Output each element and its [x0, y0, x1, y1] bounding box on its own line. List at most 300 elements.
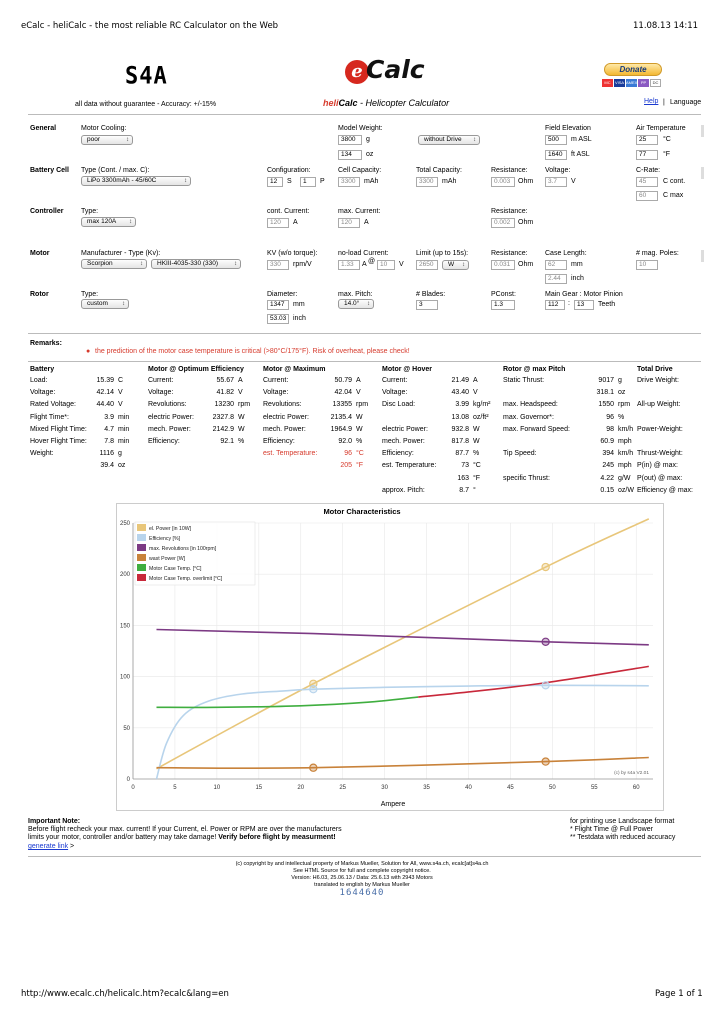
- result-value: 318.1: [596, 389, 614, 397]
- x-tick-label: 5: [173, 785, 177, 791]
- x-tick-label: 0: [131, 785, 135, 791]
- motor-type-select[interactable]: HKIII-4035-330 (330) ↕: [151, 259, 241, 269]
- section-battery-title: Battery Cell: [30, 167, 69, 174]
- result-unit: %: [356, 438, 363, 445]
- case-length-mm-input[interactable]: 62: [545, 260, 567, 270]
- result-label: Disc Load:: [382, 401, 416, 409]
- result-value: 0.15: [600, 486, 614, 494]
- x-tick-label: 60: [632, 785, 640, 791]
- result-value: 60.9: [600, 438, 614, 445]
- limit-unit-select[interactable]: W ↕: [442, 260, 469, 270]
- kv-unit: rpm/V: [293, 261, 312, 268]
- main-gear-input[interactable]: 112: [545, 300, 565, 310]
- series-marker: [542, 758, 549, 765]
- controller-type-label: Type:: [81, 208, 99, 215]
- series-marker: [542, 563, 549, 570]
- result-label: Voltage:: [382, 389, 408, 397]
- result-value: 98: [606, 425, 614, 433]
- result-value: 50.79: [334, 377, 352, 384]
- result-unit: kg/m²: [473, 401, 491, 409]
- remark-bullet: ●: [86, 348, 91, 355]
- cont-current-input[interactable]: 120: [267, 218, 289, 228]
- result-label: mech. Power:: [382, 438, 425, 445]
- noload-voltage-input[interactable]: 10: [377, 260, 395, 270]
- motor-cooling-select[interactable]: poor ↕: [81, 135, 133, 145]
- result-label: approx. Pitch:: [382, 486, 425, 494]
- result-label: Current:: [263, 377, 289, 384]
- x-tick-label: 10: [213, 785, 221, 791]
- result-unit: W: [473, 438, 480, 445]
- result-value: 96: [606, 413, 614, 421]
- result-unit: oz/ft²: [473, 413, 489, 421]
- motor-characteristics-chart: [116, 503, 664, 811]
- result-unit: A: [473, 377, 478, 384]
- y-tick-label: 0: [126, 777, 130, 783]
- remarks-title: Remarks:: [30, 340, 62, 347]
- result-label: Voltage:: [148, 389, 174, 397]
- browser-header-date: 11.08.13 14:11: [633, 21, 699, 31]
- result-label: P(in) @ max:: [637, 462, 678, 470]
- browser-footer-page: Page 1 of 1: [655, 989, 703, 999]
- result-unit: °F: [356, 462, 364, 470]
- configuration-label: Configuration:: [267, 167, 311, 174]
- controller-type-select[interactable]: max 120A ↕: [81, 217, 136, 227]
- result-value: 1116: [99, 450, 114, 458]
- series-marker: [542, 638, 549, 645]
- result-unit: oz: [618, 389, 626, 397]
- help-link[interactable]: Help: [644, 98, 659, 105]
- result-unit: °C: [473, 462, 481, 470]
- controller-resistance-unit: Ohm: [518, 219, 534, 226]
- result-value: 73: [461, 462, 469, 470]
- result-label: est. Temperature:: [263, 450, 318, 458]
- series-line: [156, 629, 648, 644]
- flight-time-note: * Flight Time @ Full Power: [570, 826, 653, 833]
- result-label: Drive Weight:: [637, 377, 679, 384]
- c-rate-max-input[interactable]: 60: [636, 191, 658, 201]
- result-value: 4.22: [600, 474, 614, 482]
- result-value: 21.49: [451, 377, 469, 384]
- browser-footer-url: http://www.ecalc.ch/helicalc.htm?ecalc&lang=en: [21, 989, 229, 999]
- cell-capacity-input[interactable]: 3300: [338, 177, 360, 187]
- result-value: 163: [457, 474, 469, 482]
- air-temp-f-unit: °F: [663, 151, 671, 158]
- result-value: 13355: [332, 401, 352, 409]
- max-pitch-select[interactable]: 14.0° ↕: [338, 299, 374, 309]
- result-label: max. Headspeed:: [503, 401, 558, 409]
- noload-current-unit: A: [362, 261, 367, 268]
- result-value: 42.04: [334, 389, 352, 397]
- section-rotor-title: Rotor: [30, 291, 49, 298]
- rotor-diameter-inch-input[interactable]: 53.03: [267, 314, 289, 324]
- total-capacity-label: Total Capacity:: [416, 167, 462, 174]
- language-link[interactable]: Language: [670, 99, 702, 106]
- generate-link[interactable]: generate link: [28, 843, 69, 850]
- field-elevation-label: Field Elevation: [545, 125, 591, 132]
- x-tick-label: 30: [381, 785, 388, 791]
- testdata-note: ** Testdata with reduced accuracy: [570, 834, 676, 841]
- x-tick-label: 15: [255, 785, 263, 791]
- max-pitch-label: max. Pitch:: [338, 291, 373, 298]
- copyright-line2: See HTML Source for full and complete copyright notice.: [293, 868, 431, 874]
- right-edge-marker: [701, 250, 704, 262]
- x-tick-label: 50: [549, 785, 556, 791]
- result-label: max. Governor*:: [503, 413, 554, 421]
- total-capacity-unit: mAh: [442, 178, 457, 185]
- result-value: 55.67: [216, 377, 234, 384]
- case-length-label: Case Length:: [545, 250, 587, 257]
- elevation-ft-unit: ft ASL: [571, 151, 590, 158]
- result-unit: V: [238, 389, 243, 397]
- max-current-unit: A: [364, 219, 369, 226]
- legend-swatch: [137, 574, 146, 581]
- result-value: 7.8: [104, 438, 114, 445]
- amex-icon: AMEX: [626, 80, 638, 85]
- copyright-line3: Version: H6.03, 25.06.13 / Data: 25.6.13 with 2943 Motors: [291, 875, 433, 881]
- print-hint: for printing use Landscape format: [570, 818, 675, 825]
- result-label: electric Power:: [382, 425, 428, 433]
- noload-current-label: no-load Current:: [338, 250, 389, 257]
- pconst-input[interactable]: 1.3: [491, 300, 515, 310]
- result-unit: km/h: [618, 425, 634, 433]
- c-rate-cont-input[interactable]: 45: [636, 177, 658, 187]
- cont-current-unit: A: [293, 219, 298, 226]
- legend-swatch: [137, 534, 146, 541]
- divider: [28, 361, 701, 362]
- result-label: Rated Voltage:: [30, 401, 76, 409]
- result-value: 1964.9: [330, 425, 352, 433]
- result-label: Efficiency:: [382, 450, 414, 458]
- air-temperature-label: Air Temperature: [636, 125, 686, 132]
- motor-pinion-input[interactable]: 13: [574, 300, 594, 310]
- result-value: 96: [344, 450, 352, 458]
- result-label: Flight Time*:: [30, 413, 69, 421]
- result-unit: V: [473, 389, 478, 397]
- result-label: electric Power:: [263, 413, 309, 421]
- elevation-ft-input[interactable]: 1640: [545, 150, 567, 160]
- legend-swatch: [137, 554, 146, 561]
- legend-swatch: [137, 544, 146, 551]
- rotor-diameter-mm-unit: mm: [293, 301, 305, 308]
- motor-manufacturer-label: Manufacturer - Type (Kv):: [81, 250, 161, 257]
- result-unit: min: [118, 413, 130, 421]
- ecalc-logo: [345, 57, 445, 89]
- y-tick-label: 250: [119, 521, 130, 527]
- c-rate-label: C-Rate:: [636, 167, 661, 174]
- payment-cards: [602, 79, 661, 87]
- result-unit: %: [473, 450, 480, 458]
- motor-resistance-label: Resistance:: [491, 250, 528, 257]
- kv-input[interactable]: 330: [267, 260, 289, 270]
- s4a-logo: S4A: [125, 62, 168, 91]
- results-total-title: Total Drive: [637, 366, 673, 373]
- result-value: 1550: [598, 401, 614, 409]
- noload-at: @: [368, 258, 376, 265]
- battery-resistance-unit: Ohm: [518, 178, 534, 185]
- result-unit: °: [473, 486, 476, 494]
- result-unit: W: [473, 425, 480, 433]
- results-hover-title: Motor @ Hover: [382, 366, 432, 373]
- remark-text: the prediction of the motor case temperature is critical (>80°C/175°F). Risk of overheat, please check!: [95, 348, 410, 355]
- x-tick-label: 35: [423, 785, 430, 791]
- battery-type-select[interactable]: LiPo 3300mAh - 45/60C ↕: [81, 176, 191, 186]
- result-label: Load:: [30, 377, 48, 384]
- series-line: [418, 666, 649, 697]
- result-unit: g: [118, 450, 122, 458]
- case-length-inch-unit: inch: [571, 275, 584, 282]
- result-value: 2135.4: [330, 413, 352, 421]
- ecalc-logo-calc: Calc: [366, 55, 425, 84]
- paypal-icon: PP: [638, 79, 649, 87]
- result-value: 42.14: [96, 389, 114, 397]
- kv-label: KV (w/o torque):: [267, 250, 318, 257]
- motor-resistance-input[interactable]: 0.031: [491, 260, 515, 270]
- result-unit: C: [118, 377, 124, 384]
- battery-resistance-input[interactable]: 0.003: [491, 177, 515, 187]
- copyright-line1: (c) copyright by and intellectual property of Markus Mueller, Solution for All, www.s4a.ch, ecalc[at]s4a.ch: [235, 861, 489, 867]
- result-unit: W: [356, 413, 363, 421]
- result-value: 2327.8: [212, 413, 234, 421]
- visitor-counter: 1644640: [339, 888, 385, 898]
- result-label: electric Power:: [148, 413, 194, 421]
- result-label: Current:: [382, 377, 408, 384]
- model-weight-g-input[interactable]: 3800: [338, 135, 362, 145]
- result-value: 13230: [214, 401, 234, 409]
- result-value: 92.1: [220, 438, 234, 445]
- y-tick-label: 150: [119, 623, 130, 630]
- gear-colon: :: [568, 300, 570, 307]
- blades-input[interactable]: 3: [416, 300, 438, 310]
- series-marker: [310, 686, 317, 693]
- x-tick-label: 20: [297, 785, 305, 791]
- mag-poles-label: # mag. Poles:: [636, 250, 679, 257]
- legend-entry: wast Power [W]: [149, 556, 186, 562]
- result-label: All-up Weight:: [637, 401, 681, 409]
- result-unit: A: [356, 377, 361, 384]
- generate-link-row: generate link >: [28, 843, 75, 850]
- config-s-unit: S: [287, 178, 292, 185]
- air-temp-c-input[interactable]: 25: [636, 135, 658, 145]
- result-label: Tip Speed:: [503, 450, 537, 458]
- result-unit: W: [238, 413, 245, 421]
- noload-current-input[interactable]: 1.33: [338, 260, 360, 270]
- x-tick-label: 45: [507, 785, 514, 791]
- results-maximum-title: Motor @ Maximum: [263, 366, 326, 373]
- result-unit: W: [238, 425, 245, 433]
- model-weight-oz-unit: oz: [366, 151, 374, 158]
- result-value: 41.82: [216, 389, 234, 397]
- important-note-title: Important Note:: [28, 818, 81, 825]
- case-length-mm-unit: mm: [571, 261, 583, 268]
- results-optimum-title: Motor @ Optimum Efficiency: [148, 366, 244, 373]
- visa-icon: VISA: [614, 80, 625, 85]
- result-label: Thrust-Weight:: [637, 450, 683, 458]
- y-tick-label: 200: [119, 572, 130, 579]
- limit-input[interactable]: 2650: [416, 260, 438, 270]
- ecalc-logo-e: e: [345, 60, 369, 84]
- result-unit: %: [618, 413, 625, 421]
- chart-watermark: (c) by s4a V2.01: [614, 771, 649, 776]
- result-label: specific Thrust:: [503, 474, 550, 482]
- battery-voltage-input[interactable]: 3.7: [545, 177, 567, 187]
- result-value: 2142.9: [212, 425, 234, 433]
- cell-capacity-unit: mAh: [364, 178, 379, 185]
- disclaimer: all data without guarantee - Accuracy: +/-15%: [75, 101, 217, 108]
- series-marker: [310, 764, 317, 771]
- c-rate-cont-unit: C cont.: [663, 178, 686, 185]
- max-current-label: max. Current:: [338, 208, 381, 215]
- result-label: est. Temperature:: [382, 462, 437, 470]
- result-value: 9017: [598, 377, 614, 384]
- x-axis-label: Ampere: [380, 801, 406, 808]
- rotor-diameter-mm-input[interactable]: 1347: [267, 300, 289, 310]
- mastercard-icon: MC: [602, 79, 613, 87]
- rotor-type-label: Type:: [81, 291, 99, 298]
- result-label: Power-Weight:: [637, 425, 683, 433]
- results-rotor-title: Rotor @ max Pitch: [503, 366, 566, 373]
- help-separator: |: [663, 99, 665, 106]
- elevation-m-input[interactable]: 500: [545, 135, 567, 145]
- limit-label: Limit (up to 15s):: [416, 250, 469, 257]
- series-line: [156, 757, 648, 768]
- result-label: Mixed Flight Time:: [30, 425, 87, 433]
- motor-manufacturer-select[interactable]: Scorpion ↕: [81, 259, 147, 269]
- gear-unit: Teeth: [598, 301, 616, 308]
- results-battery-title: Battery: [30, 366, 55, 373]
- result-label: Voltage:: [263, 389, 289, 397]
- result-unit: rpm: [618, 401, 631, 409]
- divider: [28, 856, 701, 857]
- result-value: 92.0: [338, 438, 352, 445]
- pconst-label: PConst:: [491, 291, 516, 298]
- elevation-m-unit: m ASL: [571, 136, 592, 143]
- result-label: Efficiency:: [263, 438, 295, 445]
- legend-entry: max. Revolutions [in 100rpm]: [149, 546, 217, 552]
- motor-cooling-label: Motor Cooling:: [81, 125, 127, 132]
- mag-poles-input[interactable]: 10: [636, 260, 658, 270]
- battery-voltage-label: Voltage:: [545, 167, 571, 174]
- result-unit: min: [118, 438, 130, 445]
- model-weight-label: Model Weight:: [338, 125, 383, 132]
- result-value: 205: [340, 462, 352, 470]
- x-tick-label: 55: [590, 785, 598, 791]
- noload-voltage-unit: V: [399, 261, 404, 268]
- x-tick-label: 40: [465, 785, 472, 791]
- divider: [28, 114, 701, 115]
- chart-title: Motor Characteristics: [323, 507, 401, 516]
- result-unit: oz/W: [618, 486, 634, 494]
- result-unit: W: [356, 425, 363, 433]
- result-unit: V: [118, 389, 123, 397]
- result-label: Current:: [148, 377, 174, 384]
- motor-resistance-unit: Ohm: [518, 261, 534, 268]
- total-capacity-value: 3300: [416, 177, 438, 187]
- right-edge-marker: [701, 125, 704, 137]
- result-value: 39.4: [100, 462, 114, 470]
- result-label: Efficiency @ max:: [637, 486, 693, 494]
- result-value: 44.40: [96, 401, 114, 409]
- result-unit: rpm: [238, 401, 251, 409]
- important-note-line2: limits your motor, controller and/or battery may take damage! Verify before flight by measurment!: [28, 834, 336, 841]
- result-unit: °F: [473, 474, 481, 482]
- x-tick-label: 25: [339, 785, 347, 791]
- result-label: Revolutions:: [148, 401, 187, 409]
- result-value: 932.8: [451, 425, 469, 433]
- result-label: mech. Power:: [263, 425, 306, 433]
- result-label: P(out) @ max:: [637, 474, 683, 482]
- result-label: max. Forward Speed:: [503, 425, 570, 433]
- divider: [28, 333, 701, 334]
- result-unit: min: [118, 425, 130, 433]
- model-weight-oz-input[interactable]: 134: [338, 150, 362, 160]
- rotor-diameter-label: Diameter:: [267, 291, 298, 298]
- case-length-inch-input[interactable]: 2.44: [545, 274, 567, 284]
- result-unit: mph: [618, 438, 632, 445]
- result-label: Weight:: [30, 450, 54, 458]
- result-label: mech. Power:: [148, 425, 191, 433]
- cont-current-label: cont. Current:: [267, 208, 310, 215]
- browser-header-title: eCalc - heliCalc - the most reliable RC Calculator on the Web: [21, 21, 279, 31]
- blades-label: # Blades:: [416, 291, 446, 298]
- result-value: 394: [602, 450, 614, 458]
- result-unit: rpm: [356, 401, 369, 409]
- result-value: 4.7: [104, 425, 114, 433]
- battery-voltage-unit: V: [571, 178, 576, 185]
- result-value: 87.7: [455, 450, 469, 458]
- section-controller-title: Controller: [30, 208, 64, 215]
- section-general-title: General: [30, 125, 57, 132]
- donate-button[interactable]: Donate: [604, 63, 662, 76]
- page-subtitle: heliCalc - Helicopter Calculator: [323, 98, 450, 108]
- result-value: 3.9: [104, 413, 114, 421]
- legend-swatch: [137, 564, 146, 571]
- y-tick-label: 100: [119, 674, 130, 681]
- result-label: Hover Flight Time:: [30, 438, 87, 445]
- legend-entry: Efficiency [%]: [149, 536, 181, 542]
- result-value: 13.08: [451, 413, 469, 421]
- discover-icon: DC: [650, 79, 661, 87]
- legend-entry: el. Power [in 10W]: [149, 526, 192, 532]
- result-unit: g: [618, 377, 622, 384]
- cell-capacity-label: Cell Capacity:: [338, 167, 382, 174]
- result-unit: °C: [356, 450, 364, 458]
- model-weight-g-unit: g: [366, 136, 370, 143]
- battery-type-label: Type (Cont. / max. C):: [81, 167, 150, 174]
- legend-entry: Motor Case Temp. [°C]: [149, 566, 202, 572]
- result-unit: mph: [618, 462, 632, 470]
- result-unit: km/h: [618, 450, 634, 458]
- air-temp-c-unit: °C: [663, 136, 671, 143]
- result-value: 3.99: [455, 401, 469, 409]
- rotor-diameter-inch-unit: inch: [293, 315, 306, 322]
- drive-select[interactable]: without Drive ↕: [418, 135, 480, 145]
- config-p-input[interactable]: 1: [300, 177, 316, 187]
- result-unit: %: [238, 438, 245, 445]
- result-label: Voltage:: [30, 389, 56, 397]
- max-current-input[interactable]: 120: [338, 218, 360, 228]
- controller-resistance-input[interactable]: 0.002: [491, 218, 515, 228]
- gear-label: Main Gear : Motor Pinion: [545, 291, 623, 298]
- rotor-type-select[interactable]: custom ↕: [81, 299, 129, 309]
- controller-resistance-label: Resistance:: [491, 208, 528, 215]
- result-label: Static Thrust:: [503, 377, 545, 384]
- config-s-input[interactable]: 12: [267, 177, 283, 187]
- result-unit: V: [356, 389, 361, 397]
- section-motor-title: Motor: [30, 250, 50, 257]
- important-note-line1: Before flight recheck your max. current! If your Current, el. Power or RPM are over the manufacturers: [28, 826, 342, 833]
- air-temp-f-input[interactable]: 77: [636, 150, 658, 160]
- right-edge-marker: [701, 167, 704, 179]
